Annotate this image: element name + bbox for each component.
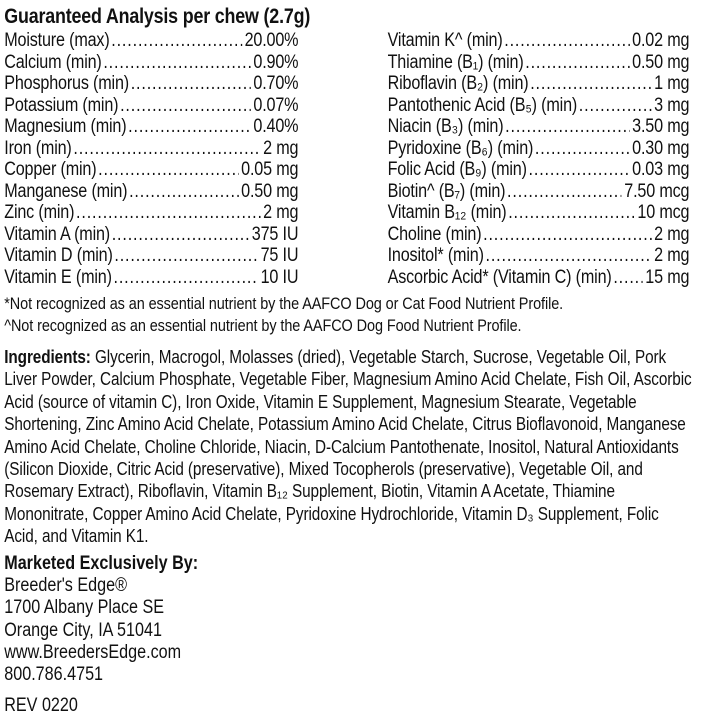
nutrient-value: 0.50 mg xyxy=(632,51,690,73)
analysis-row xyxy=(388,245,690,267)
leader-dots xyxy=(535,138,630,160)
nutrient-label: Vitamin A (min) xyxy=(4,223,111,245)
nutrient-value: 375 IU xyxy=(251,223,299,245)
nutrient-value: 1 mg xyxy=(654,73,690,94)
nutrient-value: 15 mg xyxy=(645,266,690,288)
analysis-right-column xyxy=(388,30,690,288)
leader-dots xyxy=(529,159,630,181)
nutrient-value: 0.07% xyxy=(253,94,299,116)
nutrient-value: 0.30 mg xyxy=(632,137,690,159)
ingredients-heading: Ingredients: xyxy=(4,347,91,367)
ingredients-text: Glycerin, Macrogol, Molasses (dried), Vegetable Starch, Sucrose, Vegetable Oil, Pork Liver Powder, Calcium Phosphate, Vegetable Fiber, Magnesium Amino Acid Chelate, Fish Oil, Ascorbic Acid (source of vitamin C), Iron Oxide, Vitamin E Supplement, Magnesium Stearate, Vegetable Shortening, Zinc Amino Acid Chelate, Potassium Amino Acid Chelate, Citrus Bioflavonoid, Manganese Amino Acid Chelate, Choline Chloride, Niacin, D-Calcium Pantothenate, Inositol, Natural Antioxidants (Silicon Dioxide, Citric Acid (preservative), Mixed Tocopherols (preservative), Vegetable Oil, and Rosemary Extract), Riboflavin, Vitamin B₁₂ Supplement, Biotin, Vitamin A Acetate, Thiamine Mononitrate, Copper Amino Acid Chelate, Pyridoxine Hydrochloride, Vitamin D₃ Supplement, Folic Acid, and Vitamin K1. xyxy=(4,347,692,547)
nutrient-value: 3 mg xyxy=(654,94,690,116)
analysis-row xyxy=(4,224,298,246)
leader-dots xyxy=(613,267,642,289)
analysis-row xyxy=(4,202,298,224)
analysis-row xyxy=(388,138,690,160)
nutrient-label: Vitamin K^ (min) xyxy=(387,30,503,51)
nutrient-label: Riboflavin (B₂) (min) xyxy=(387,73,529,94)
leader-dots xyxy=(505,116,629,138)
revision-code: REV 0220 xyxy=(4,695,78,717)
leader-dots xyxy=(76,202,261,224)
nutrient-value: 10 IU xyxy=(260,266,299,288)
nutrient-label: Thiamine (B₁) (min) xyxy=(387,51,524,73)
leader-dots xyxy=(120,95,251,117)
leader-dots xyxy=(114,245,258,267)
analysis-row xyxy=(4,159,298,181)
brand-name: Breeder's Edge® xyxy=(4,574,127,596)
nutrient-value: 0.03 mg xyxy=(632,159,690,180)
nutrient-label: Pantothenic Acid (B₅) (min) xyxy=(387,94,578,116)
leader-dots xyxy=(111,30,242,52)
nutrient-label: Vitamin D (min) xyxy=(4,245,113,266)
nutrient-value: 3.50 mg xyxy=(632,116,690,137)
leader-dots xyxy=(113,267,258,289)
nutrient-value: 2 mg xyxy=(654,245,690,266)
nutrient-value: 0.40% xyxy=(253,116,299,137)
footnote-asterisk: *Not recognized as an essential nutrient by the AAFCO Dog or Cat Food Nutrient Profile. xyxy=(4,294,564,313)
nutrient-label: Zinc (min) xyxy=(4,202,75,223)
leader-dots xyxy=(508,202,635,224)
nutrient-label: Ascorbic Acid* (Vitamin C) (min) xyxy=(387,266,612,288)
nutrient-value: 0.02 mg xyxy=(632,30,690,51)
analysis-row xyxy=(4,73,298,95)
nutrient-value: 20.00% xyxy=(244,30,299,51)
nutrient-label: Potassium (min) xyxy=(4,94,119,116)
leader-dots xyxy=(98,159,238,181)
analysis-row xyxy=(4,138,298,160)
nutrient-label: Copper (min) xyxy=(4,159,97,180)
nutrient-value: 10 mcg xyxy=(637,202,690,223)
phone-number: 800.786.4751 xyxy=(4,664,104,686)
nutrient-label: Folic Acid (B₉) (min) xyxy=(387,159,527,180)
nutrient-label: Vitamin B₁₂ (min) xyxy=(387,202,507,223)
footnote-caret: ^Not recognized as an essential nutrient by the AAFCO Dog Food Nutrient Profile. xyxy=(4,315,522,335)
nutrient-value: 2 mg xyxy=(654,223,690,245)
guaranteed-analysis-title: Guaranteed Analysis per chew (2.7g) xyxy=(4,5,311,28)
nutrient-value: 7.50 mcg xyxy=(624,180,690,202)
analysis-left-column xyxy=(4,30,298,288)
marketed-by-heading: Marketed Exclusively By: xyxy=(4,552,199,574)
leader-dots xyxy=(128,116,251,138)
nutrient-label: Calcium (min) xyxy=(4,51,102,73)
leader-dots xyxy=(129,181,239,203)
city-state-zip: Orange City, IA 51041 xyxy=(4,619,162,641)
ingredients-paragraph xyxy=(4,346,694,548)
analysis-row xyxy=(388,159,690,181)
nutrient-value: 0.70% xyxy=(253,73,299,94)
analysis-row xyxy=(388,116,690,138)
leader-dots xyxy=(504,30,629,52)
nutrient-label: Manganese (min) xyxy=(4,180,128,202)
nutrient-value: 2 mg xyxy=(263,137,299,159)
nutrient-label: Choline (min) xyxy=(387,223,482,245)
analysis-row xyxy=(4,95,298,117)
marketing-block xyxy=(4,553,694,687)
analysis-row xyxy=(388,95,690,117)
leader-dots xyxy=(131,73,251,95)
nutrient-label: Pyridoxine (B₆) (min) xyxy=(387,137,534,159)
nutrient-label: Niacin (B₃) (min) xyxy=(387,116,504,137)
analysis-row xyxy=(388,224,690,246)
nutrient-label: Biotin^ (B₇) (min) xyxy=(387,180,506,202)
nutrient-label: Inositol* (min) xyxy=(387,245,484,266)
leader-dots xyxy=(485,245,651,267)
nutrient-value: 75 IU xyxy=(260,245,299,266)
analysis-row xyxy=(4,245,298,267)
nutrient-label: Magnesium (min) xyxy=(4,116,127,137)
analysis-row xyxy=(388,267,690,289)
leader-dots xyxy=(507,181,622,203)
guaranteed-analysis-table xyxy=(4,30,694,288)
street-address: 1700 Albany Place SE xyxy=(4,597,165,619)
analysis-row xyxy=(388,202,690,224)
nutrient-value: 0.90% xyxy=(253,51,299,73)
nutrient-value: 2 mg xyxy=(263,202,299,223)
analysis-row xyxy=(4,52,298,74)
analysis-row xyxy=(388,52,690,74)
leader-dots xyxy=(530,73,651,95)
leader-dots xyxy=(103,52,251,74)
nutrient-value: 0.05 mg xyxy=(241,159,299,180)
leader-dots xyxy=(112,224,250,246)
website-url: www.BreedersEdge.com xyxy=(4,641,182,663)
leader-dots xyxy=(579,95,652,117)
analysis-row xyxy=(388,73,690,95)
nutrient-label: Vitamin E (min) xyxy=(4,266,112,288)
leader-dots xyxy=(73,138,260,160)
analysis-row xyxy=(4,181,298,203)
analysis-row xyxy=(4,30,298,52)
analysis-row xyxy=(4,267,298,289)
nutrient-label: Iron (min) xyxy=(4,137,72,159)
footnotes xyxy=(4,293,694,336)
nutrient-label: Moisture (max) xyxy=(4,30,110,51)
nutrient-value: 0.50 mg xyxy=(241,180,299,202)
leader-dots xyxy=(483,224,651,246)
analysis-row xyxy=(388,181,690,203)
analysis-row xyxy=(4,116,298,138)
leader-dots xyxy=(525,52,629,74)
analysis-row xyxy=(388,30,690,52)
nutrient-label: Phosphorus (min) xyxy=(4,73,129,94)
